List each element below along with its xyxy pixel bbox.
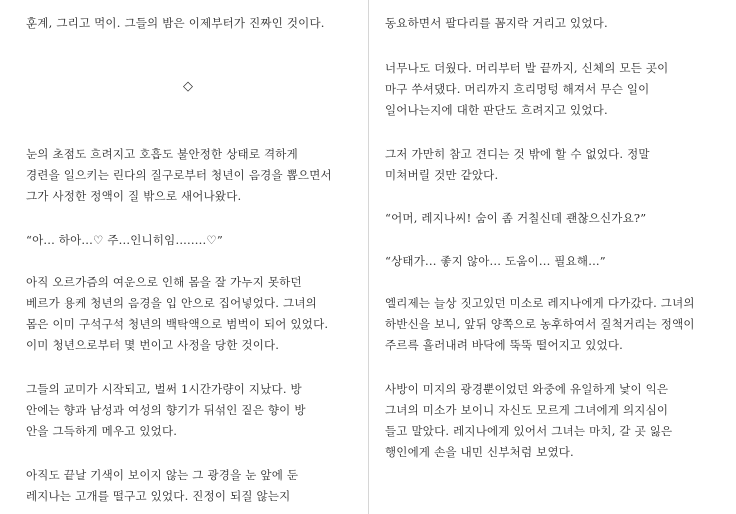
text-line: 레지나는 고개를 떨구고 있었다. 진정이 되질 않는지 [26, 489, 291, 503]
text-line: 그녀의 미소가 보이니 자신도 모르게 그녀에게 의지심이 [385, 403, 669, 417]
text-line: 그들의 교미가 시작되고, 벌써 1시간가량이 지났다. 방 [26, 382, 302, 396]
text-line: 주르륵 흘러내려 바닥에 뚝뚝 떨어지고 있었다. [385, 338, 624, 352]
text-line: 아직 오르가즘의 여운으로 인해 몸을 잘 가누지 못하던 [26, 275, 302, 289]
text-line: 행인에게 손을 내민 신부처럼 보였다. [385, 445, 574, 459]
text-line: 몸은 이미 구석구석 청년의 백탁액으로 범벅이 되어 있었다. [26, 317, 329, 331]
text-line: 미쳐버릴 것만 같았다. [385, 168, 499, 182]
text-line: 이미 청년으로부터 몇 번이고 사정을 당한 것이다. [26, 338, 280, 352]
text-line: 안에는 향과 남성과 여성의 향기가 뒤섞인 짙은 향이 방 [26, 403, 306, 417]
scene-break-diamond-icon: ◇ [183, 79, 193, 94]
text-line: 사방이 미지의 광경뿐이었던 와중에 유일하게 낯이 익은 [385, 382, 669, 396]
text-line: 엘리제는 늘상 짓고있던 미소로 레지나에게 다가갔다. 그녀의 [385, 296, 695, 310]
text-line: “아... 하아...♡ 주...인니히임........♡” [26, 233, 223, 247]
text-line: 안을 그득하게 메우고 있었다. [26, 424, 178, 438]
right-page [369, 0, 736, 514]
text-line: 너무나도 더웠다. 머리부터 발 끝까지, 신체의 모든 곳이 [385, 61, 669, 75]
text-line: 마구 쑤셔댔다. 머리까지 흐리멍텅 해져서 무슨 일이 [385, 82, 650, 96]
text-line: 들고 말았다. 레지나에게 있어서 그녀는 마치, 갈 곳 잃은 [385, 424, 673, 438]
text-line: 일어나는지에 대한 판단도 흐려지고 있었다. [385, 103, 608, 117]
text-line: “상태가... 좋지 않아... 도움이... 필요해...” [385, 254, 606, 268]
text-line: 하반신을 보니, 앞뒤 양쪽으로 농후하여서 질척거리는 정액이 [385, 317, 695, 331]
text-line: 그가 사정한 정액이 질 밖으로 새어나왔다. [26, 189, 242, 203]
text-line: 훈계, 그리고 먹이. 그들의 밤은 이제부터가 진짜인 것이다. [26, 16, 325, 30]
text-line: 아직도 끝날 기색이 보이지 않는 그 광경을 눈 앞에 둔 [26, 468, 299, 482]
text-line: 베르가 용케 청년의 음경을 입 안으로 집어넣었다. 그녀의 [26, 296, 317, 310]
text-line: 눈의 초점도 흐려지고 호흡도 불안정한 상태로 격하게 [26, 147, 298, 161]
text-line: “어머, 레지나씨! 숨이 좀 거칠신데 괜찮으신가요?” [385, 211, 647, 225]
text-line: 그저 가만히 참고 견디는 것 밖에 할 수 없었다. 정말 [385, 147, 650, 161]
text-line: 경련을 일으키는 린다의 질구로부터 청년이 음경을 뽑으면서 [26, 168, 332, 182]
text-line: 동요하면서 팔다리를 꼼지락 거리고 있었다. [385, 16, 608, 30]
